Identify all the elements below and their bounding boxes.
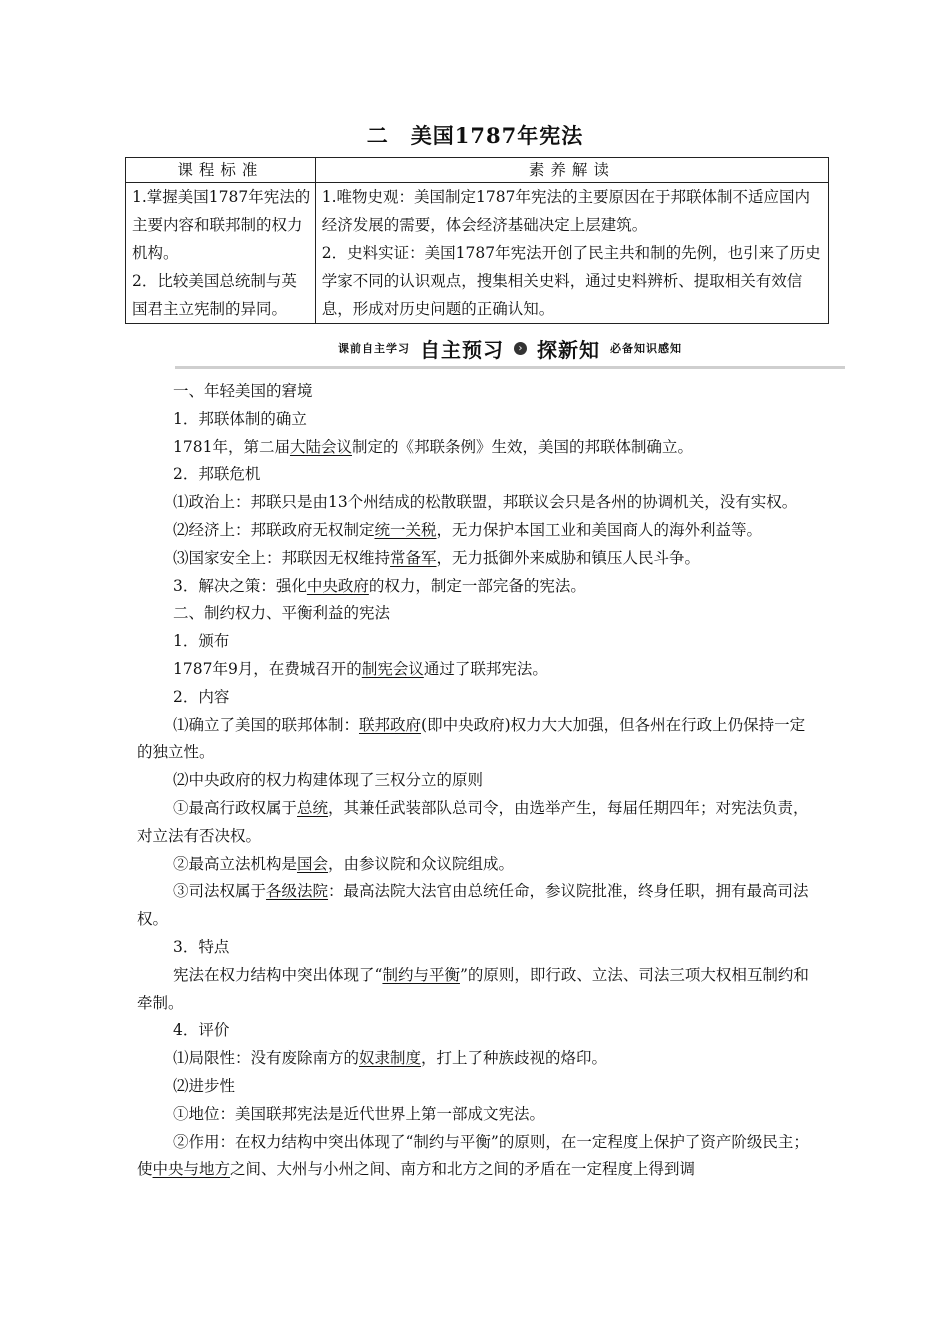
paragraph: ⑵经济上：邦联政府无权制定统一关税，无力保护本国工业和美国商人的海外利益等。 — [173, 520, 763, 539]
paragraph: ①最高行政权属于总统，其兼任武装部队总司令，由选举产生，每届任期四年；对宪法负责，对立法有否决权。 — [137, 798, 809, 845]
subheading: 1．邦联体制的确立 — [173, 409, 307, 428]
standards-table — [125, 157, 829, 324]
paragraph: ⑴确立了美国的联邦体制：联邦政府(即中央政府)权力大大加强，但各州在行政上仍保持一定的独立性。 — [137, 715, 806, 762]
paragraph: 1787年9月，在费城召开的制宪会议通过了联邦宪法。 — [173, 659, 548, 678]
banner-main-label: 自主预习 — [420, 337, 504, 362]
table-header-standards: 课程标准 — [126, 158, 316, 183]
subheading: 2．邦联危机 — [173, 465, 261, 484]
banner-left-label: 课前自主学习 — [338, 342, 410, 355]
standards-cell — [126, 183, 316, 324]
paragraph: ①地位：美国联邦宪法是近代世界上第一部成文宪法。 — [173, 1104, 546, 1123]
page-title: 二 美国1787年宪法 — [366, 123, 584, 148]
key-term: 总统 — [297, 798, 329, 817]
paragraph: ⑴局限性：没有废除南方的奴隶制度，打上了种族歧视的烙印。 — [173, 1049, 608, 1068]
literacy-cell — [315, 183, 828, 324]
paragraph: ⑵中央政府的权力构建体现了三权分立的原则 — [173, 771, 484, 790]
paragraph: 3．解决之策：强化中央政府的权力，制定一部完备的宪法。 — [173, 576, 586, 595]
key-term: 国会 — [297, 854, 329, 873]
table-header-literacy: 素养解读 — [315, 158, 828, 183]
key-term: 奴隶制度 — [359, 1049, 422, 1068]
key-term: 统一关税 — [374, 520, 437, 539]
section-heading: 一、年轻美国的窘境 — [173, 382, 313, 400]
key-term: 中央与地方 — [152, 1160, 231, 1179]
paragraph: 1781年，第二届大陆会议制定的《邦联条例》生效，美国的邦联体制确立。 — [173, 437, 693, 456]
key-term: 联邦政府 — [359, 715, 422, 734]
chevron-right-icon: › — [514, 342, 527, 355]
subheading: 1．颁布 — [173, 632, 230, 651]
key-term: 制约与平衡 — [382, 965, 460, 984]
section-heading: 二、制约权力、平衡利益的宪法 — [173, 604, 391, 623]
paragraph: ②作用：在权力结构中突出体现了“制约与平衡”的原则，在一定程度上保护了资产阶级民主；使中央与地方之间、大州与小州之间、南方和北方之间的矛盾在一定程度上得到调 — [137, 1132, 809, 1179]
body-content — [137, 378, 817, 1184]
literacy-item: 1.唯物史观：美国制定1787年宪法的主要原因在于邦联体制不适应国内经济发展的需要，体会经济基础决定上层建筑。 — [321, 188, 811, 234]
paragraph: ⑵进步性 — [173, 1076, 236, 1095]
key-term: 中央政府 — [306, 576, 369, 595]
literacy-item: 2．史料实证：美国1787年宪法开创了民主共和制的先例，也引来了历史学家不同的认识观点，搜集相关史料，通过史料辨析、提取相关有效信息，形成对历史问题的正确认知。 — [321, 244, 821, 318]
paragraph: ⑶国家安全上：邦联因无权维持常备军，无力抵御外来威胁和镇压人民斗争。 — [173, 548, 701, 567]
subheading: 2．内容 — [173, 687, 230, 706]
standard-item: 2．比较美国总统制与英国君主立宪制的异同。 — [132, 272, 297, 318]
paragraph: 宪法在权力结构中突出体现了“制约与平衡”的原则，即行政、立法、司法三项大权相互制约和牵制。 — [137, 965, 809, 1012]
paragraph: ⑴政治上：邦联只是由13个州结成的松散联盟，邦联议会只是各州的协调机关，没有实权。 — [173, 493, 798, 512]
key-term: 各级法院 — [266, 882, 329, 901]
key-term: 常备军 — [390, 548, 437, 567]
key-term: 大陆会议 — [289, 437, 352, 456]
subheading: 4．评价 — [173, 1021, 230, 1040]
subheading: 3．特点 — [173, 937, 230, 956]
paragraph: ③司法权属于各级法院：最高法院大法官由总统任命，参议院批准，终身任职，拥有最高司法权。 — [137, 882, 809, 929]
banner-main-label-2: 探新知 — [537, 337, 600, 362]
banner-right-label: 必备知识感知 — [610, 342, 682, 355]
paragraph: ②最高立法机构是国会，由参议院和众议院组成。 — [173, 854, 515, 873]
standard-item: 1.掌握美国1787年宪法的主要内容和联邦制的权力机构。 — [132, 188, 311, 262]
section-banner — [175, 330, 845, 369]
key-term: 制宪会议 — [361, 659, 424, 678]
